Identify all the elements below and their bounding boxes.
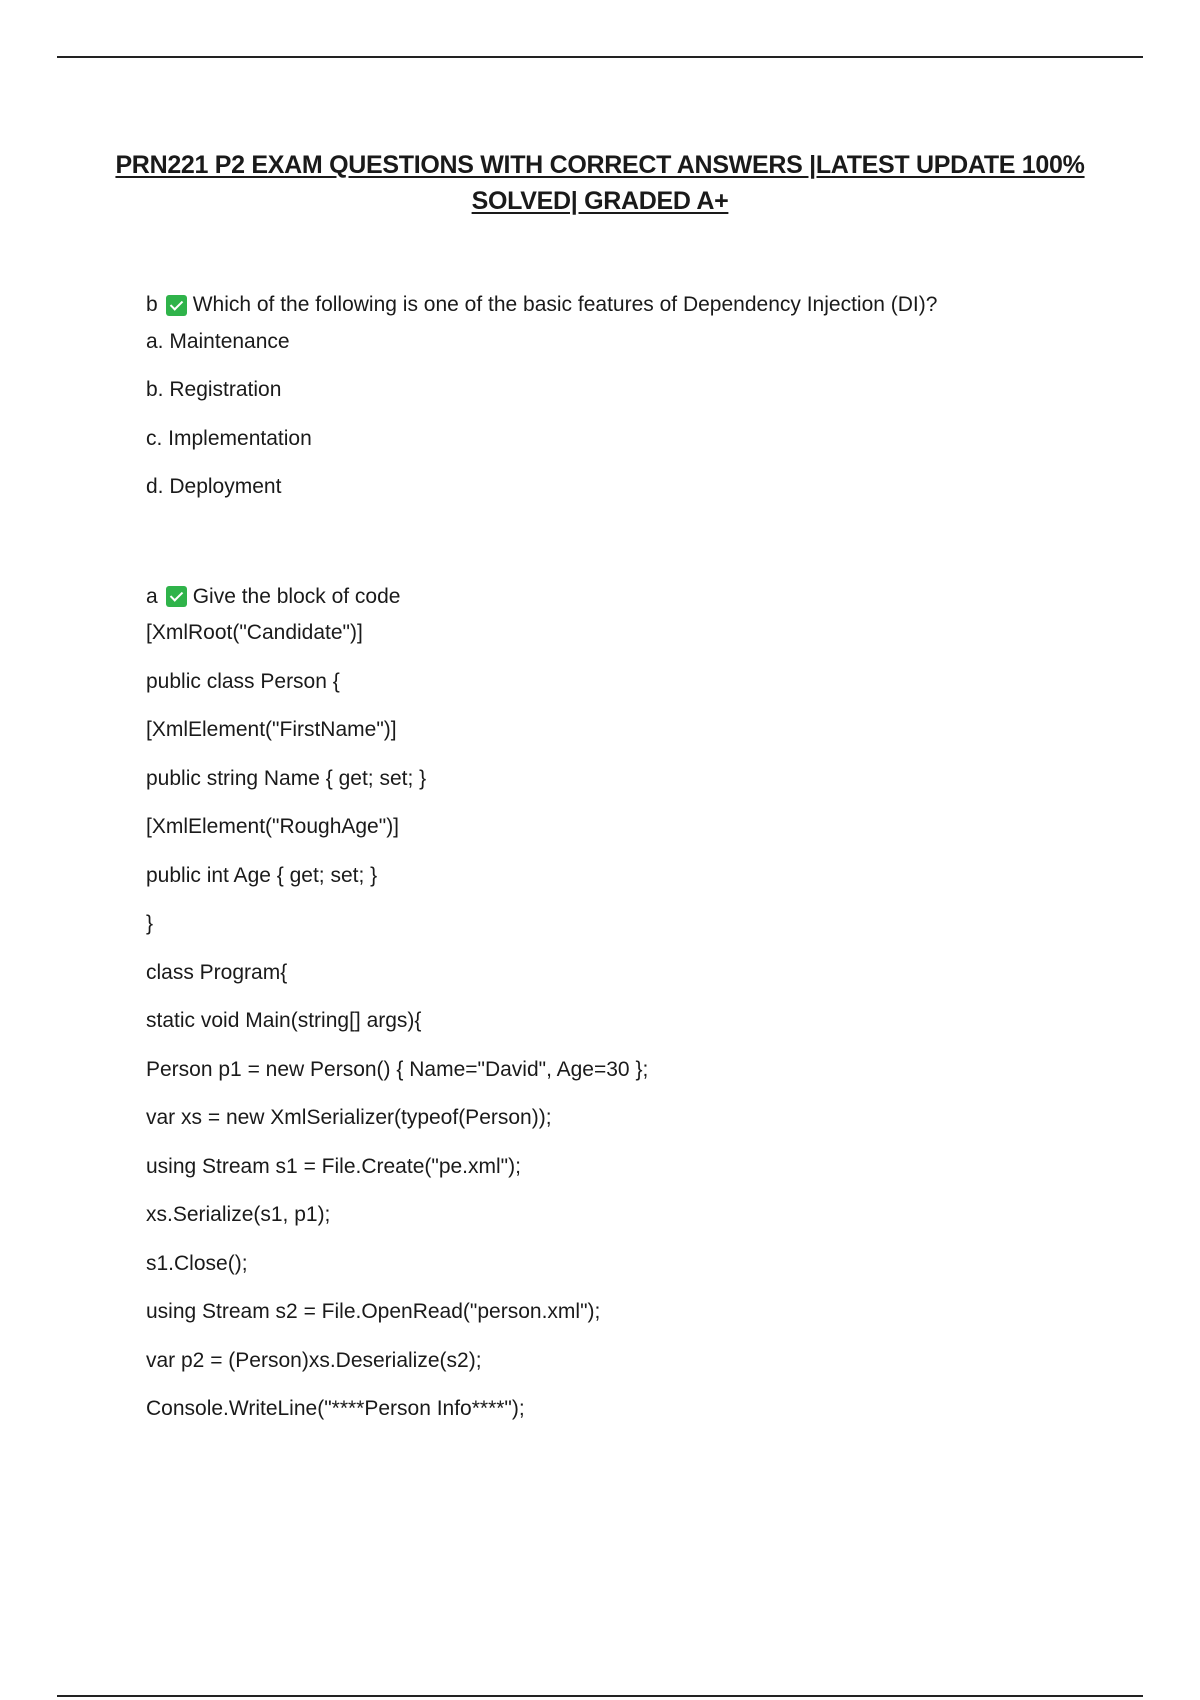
title-line-2: SOLVED| GRADED A+ (471, 187, 729, 215)
code-line: [XmlElement("RoughAge")] (146, 815, 400, 838)
code-line: public string Name { get; set; } (146, 766, 427, 790)
code-line: s1.Close(); (146, 1251, 248, 1275)
code-line: public int Age { get; set; } (146, 863, 378, 887)
check-mark-icon (166, 586, 187, 607)
code-line: class Program{ (146, 960, 288, 984)
question-1-prompt: Which of the following is one of the basic features of Dependency Injection (DI)? (192, 293, 938, 317)
question-1-option-a: a. Maintenance (146, 329, 290, 353)
question-1-header (146, 281, 1106, 330)
question-1-option-c: c. Implementation (146, 426, 312, 450)
footer-rule (57, 1695, 1143, 1697)
code-line: } (146, 912, 154, 935)
code-line: Person p1 = new Person() { Name="David", Age=30 }; (146, 1057, 649, 1081)
header-rule (57, 56, 1143, 58)
question-2-answer-letter: a (146, 584, 158, 608)
check-mark-icon (166, 295, 187, 316)
code-line: public class Person { (146, 669, 340, 693)
question-1-option-b: b. Registration (146, 378, 282, 401)
code-line: xs.Serialize(s1, p1); (146, 1203, 331, 1226)
code-line: using Stream s1 = File.Create("pe.xml"); (146, 1154, 521, 1178)
question-2-prompt: Give the block of code (192, 584, 401, 608)
code-line: var p2 = (Person)xs.Deserialize(s2); (146, 1348, 482, 1372)
question-spacer (146, 524, 1106, 573)
question-1-option-d: d. Deployment (146, 475, 282, 498)
question-1-answer-letter: b (146, 293, 158, 317)
question-2-header (146, 573, 1106, 622)
code-line: static void Main(string[] args){ (146, 1009, 422, 1032)
code-line: using Stream s2 = File.OpenRead("person.xml"); (146, 1300, 601, 1323)
code-line: [XmlElement("FirstName")] (146, 718, 397, 741)
code-line: [XmlRoot("Candidate")] (146, 621, 363, 644)
document-body (146, 281, 1106, 1446)
document-title (100, 147, 1100, 219)
code-line: Console.WriteLine("****Person Info****"); (146, 1397, 525, 1420)
title-line-1: PRN221 P2 EXAM QUESTIONS WITH CORRECT ANSWERS |LATEST UPDATE 100% (115, 151, 1085, 179)
code-line: var xs = new XmlSerializer(typeof(Person)); (146, 1106, 552, 1129)
